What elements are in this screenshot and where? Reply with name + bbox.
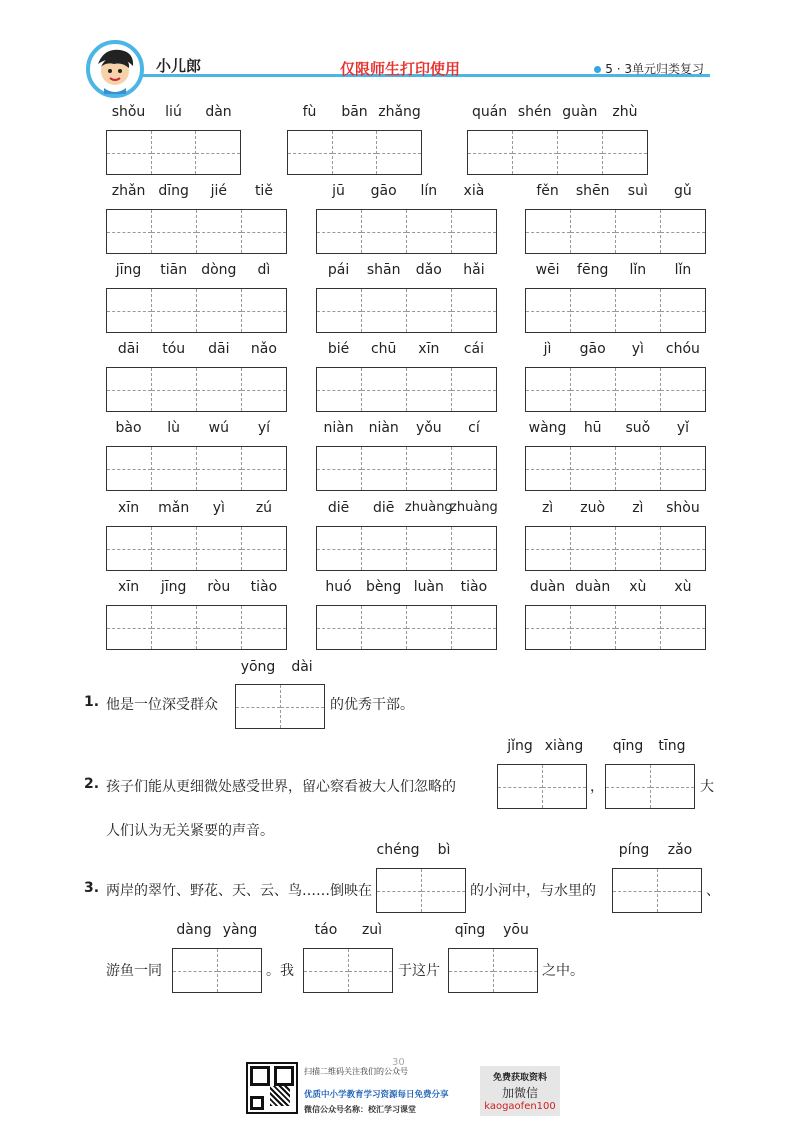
pinyin-r3-g2-3: dǎo <box>415 262 442 278</box>
word-box-r3-g2[interactable] <box>316 288 497 333</box>
pinyin-r5-g1-2: lù <box>167 420 181 436</box>
pinyin-r4-g3-1: jì <box>543 341 552 357</box>
char-cell[interactable] <box>196 606 241 649</box>
pinyin-r7-g3-4: xù <box>674 579 692 595</box>
qr-code-icon <box>246 1062 298 1114</box>
pinyin-r5-g2-3: yǒu <box>415 420 442 436</box>
char-cell[interactable] <box>361 289 406 332</box>
pinyin-r3-g1-2: tiān <box>160 262 188 278</box>
pinyin-r7-g3-3: xù <box>629 579 647 595</box>
char-cell[interactable] <box>241 368 286 411</box>
pinyin-r7-g2-3: luàn <box>413 579 444 595</box>
s1-answer-box[interactable] <box>235 684 325 729</box>
s2-pinyin-1: jǐng <box>507 738 533 754</box>
sentence-2-after: 大 <box>700 779 714 795</box>
word-box-r2-g1[interactable] <box>106 209 287 254</box>
pinyin-r2-g1-4: tiě <box>254 183 273 199</box>
word-box-r7-g1[interactable] <box>106 605 287 650</box>
pinyin-r2-g3-3: suì <box>627 183 648 199</box>
char-cell[interactable] <box>241 606 286 649</box>
unit-label: 5 · 3单元归类复习 <box>594 60 704 77</box>
pinyin-r5-g3-2: hū <box>583 420 602 436</box>
char-cell[interactable] <box>451 210 496 253</box>
pinyin-r3-g1-1: jīng <box>115 262 142 278</box>
s2-pinyin-4: tīng <box>658 738 686 754</box>
pinyin-r7-g1-4: tiào <box>250 579 278 595</box>
char-cell[interactable] <box>526 447 570 490</box>
word-box-r5-g3[interactable] <box>525 446 706 491</box>
char-cell[interactable] <box>107 527 151 570</box>
word-box-r7-g3[interactable] <box>525 605 706 650</box>
char-cell[interactable] <box>151 447 196 490</box>
char-cell[interactable] <box>660 289 705 332</box>
pinyin-r2-g1-1: zhǎn <box>111 183 146 199</box>
pinyin-r4-g1-3: dāi <box>208 341 230 357</box>
account-name: 微信公众号名称：校汇学习课堂 <box>304 1105 416 1114</box>
pinyin-r6-g1-3: yì <box>212 500 225 516</box>
s2-pinyin-2: xiàng <box>544 738 584 754</box>
char-cell[interactable] <box>451 447 496 490</box>
char-cell[interactable] <box>288 131 332 174</box>
word-box-r6-g3[interactable] <box>525 526 706 571</box>
word-box-r3-g1[interactable] <box>106 288 287 333</box>
char-cell[interactable] <box>602 131 647 174</box>
s3-pinyin-1: chéng <box>376 842 420 858</box>
pinyin-r6-g2-2: diē <box>372 500 395 516</box>
char-cell[interactable] <box>196 447 241 490</box>
footer-slogan: 优质中小学教育学习资源每日免费分享 <box>304 1090 449 1100</box>
char-cell[interactable] <box>361 368 406 411</box>
pinyin-r1-g3-3: guàn <box>562 104 598 120</box>
sentence-3-line2-d: 之中。 <box>542 963 584 979</box>
char-cell[interactable] <box>570 447 615 490</box>
char-cell[interactable] <box>317 289 361 332</box>
word-box-r4-g2[interactable] <box>316 367 497 412</box>
pinyin-r2-g1-2: dīng <box>158 183 189 199</box>
char-cell[interactable] <box>332 131 377 174</box>
char-cell[interactable] <box>196 289 241 332</box>
pinyin-r4-g1-4: nǎo <box>250 341 277 357</box>
sentence-1-before: 他是一位深受群众 <box>106 697 218 713</box>
char-cell[interactable] <box>196 210 241 253</box>
sentence-3-line2-b: 。我 <box>266 963 294 979</box>
s3-pinyin-2: bì <box>437 842 451 858</box>
pinyin-r1-g2-1: fù <box>302 104 317 120</box>
pinyin-r6-g1-1: xīn <box>118 500 140 516</box>
char-cell[interactable] <box>406 210 451 253</box>
pinyin-r2-g1-3: jié <box>210 183 228 199</box>
s3-answer-box-2[interactable] <box>612 868 702 913</box>
char-cell[interactable] <box>615 289 660 332</box>
char-cell[interactable] <box>660 210 705 253</box>
word-box-r1-g3[interactable] <box>467 130 648 175</box>
pinyin-r5-g1-4: yí <box>257 420 271 436</box>
pinyin-r7-g2-2: bèng <box>366 579 402 595</box>
pinyin-r4-g2-4: cái <box>463 341 485 357</box>
char-cell[interactable] <box>317 527 361 570</box>
pinyin-r2-g2-1: jū <box>332 183 345 199</box>
char-cell[interactable] <box>570 210 615 253</box>
char-cell[interactable] <box>660 447 705 490</box>
sentence-1-after: 的优秀干部。 <box>330 697 414 713</box>
char-cell[interactable] <box>361 606 406 649</box>
char-cell[interactable] <box>195 131 240 174</box>
char-cell[interactable] <box>615 527 660 570</box>
sentence-3-line2-c: 于这片 <box>398 963 440 979</box>
char-cell[interactable] <box>361 447 406 490</box>
pinyin-r7-g1-1: xīn <box>118 579 140 595</box>
question-number-1: 1. <box>84 694 100 710</box>
char-cell[interactable] <box>241 527 286 570</box>
pinyin-r2-g3-2: shēn <box>575 183 610 199</box>
char-cell[interactable] <box>406 368 451 411</box>
pinyin-r7-g3-2: duàn <box>575 579 611 595</box>
word-box-r2-g3[interactable] <box>525 209 706 254</box>
pinyin-r7-g2-1: huó <box>325 579 352 595</box>
pinyin-r3-g3-1: wēi <box>535 262 560 278</box>
pinyin-r5-g2-1: niàn <box>323 420 354 436</box>
word-box-r6-g2[interactable] <box>316 526 497 571</box>
char-cell[interactable] <box>615 447 660 490</box>
pinyin-r6-g3-3: zì <box>632 500 644 516</box>
pinyin-r6-g2-4: zhuàng <box>450 500 498 515</box>
char-cell[interactable] <box>557 131 602 174</box>
char-cell[interactable] <box>151 368 196 411</box>
char-cell[interactable] <box>660 606 705 649</box>
s3-pinyin-7: táo <box>314 922 338 938</box>
free-resource-text: 免费获取资料 <box>492 1073 547 1083</box>
pinyin-r5-g2-4: cí <box>468 420 480 436</box>
pinyin-r3-g2-4: hǎi <box>463 262 485 278</box>
add-wechat-text: 加微信 <box>501 1086 538 1100</box>
word-box-r2-g2[interactable] <box>316 209 497 254</box>
pinyin-r5-g3-1: wàng <box>528 420 567 436</box>
pinyin-r3-g3-3: lǐn <box>629 262 647 278</box>
char-cell[interactable] <box>376 131 421 174</box>
s3-answer-box-4[interactable] <box>303 948 393 993</box>
sentence-2-line2: 人们认为无关紧要的声音。 <box>106 823 274 839</box>
char-cell[interactable] <box>451 368 496 411</box>
char-cell[interactable] <box>241 289 286 332</box>
char-cell[interactable] <box>361 210 406 253</box>
pinyin-r5-g1-3: wú <box>208 420 229 436</box>
char-cell[interactable] <box>451 606 496 649</box>
pinyin-r2-g3-4: gǔ <box>674 183 692 199</box>
word-box-r6-g1[interactable] <box>106 526 287 571</box>
pinyin-r1-g3-2: shén <box>517 104 552 120</box>
brand-name: 小儿郎 <box>156 57 202 75</box>
char-cell[interactable] <box>526 368 570 411</box>
s1-pinyin-2: dài <box>291 659 313 675</box>
pinyin-r3-g3-4: lǐn <box>674 262 692 278</box>
char-cell[interactable] <box>107 210 151 253</box>
char-cell[interactable] <box>526 210 570 253</box>
char-cell[interactable] <box>615 368 660 411</box>
pinyin-r1-g1-1: shǒu <box>111 104 146 120</box>
sentence-3-before: 两岸的翠竹、野花、天、云、鸟……倒映在 <box>106 883 372 899</box>
char-cell[interactable] <box>615 210 660 253</box>
pinyin-r6-g1-2: mǎn <box>158 500 190 516</box>
char-cell[interactable] <box>107 447 151 490</box>
char-cell[interactable] <box>151 289 196 332</box>
pinyin-r2-g3-1: fěn <box>536 183 559 199</box>
char-cell[interactable] <box>151 210 196 253</box>
s3-answer-box-5[interactable] <box>448 948 538 993</box>
pinyin-r3-g1-3: dòng <box>201 262 237 278</box>
pinyin-r2-g2-4: xià <box>463 183 485 199</box>
s2-comma: ， <box>590 779 604 795</box>
char-cell[interactable] <box>107 606 151 649</box>
char-cell[interactable] <box>107 289 151 332</box>
pinyin-r2-g2-2: gāo <box>370 183 397 199</box>
pinyin-r1-g1-2: liú <box>165 104 182 120</box>
s2-answer-box-1[interactable] <box>497 764 587 809</box>
pinyin-r1-g2-3: zhǎng <box>378 104 421 120</box>
s2-pinyin-3: qīng <box>612 738 644 754</box>
pinyin-r1-g2-2: bān <box>341 104 368 120</box>
s1-pinyin-1: yōng <box>240 659 276 675</box>
s3-pinyin-10: yōu <box>503 922 529 938</box>
char-cell[interactable] <box>107 368 151 411</box>
word-box-r3-g3[interactable] <box>525 288 706 333</box>
s3-pinyin-3: píng <box>618 842 650 858</box>
char-cell[interactable] <box>570 527 615 570</box>
word-box-r7-g2[interactable] <box>316 605 497 650</box>
char-cell[interactable] <box>406 527 451 570</box>
pinyin-r6-g2-1: diē <box>327 500 350 516</box>
char-cell[interactable] <box>406 447 451 490</box>
word-box-r5-g1[interactable] <box>106 446 287 491</box>
char-cell[interactable] <box>660 368 705 411</box>
char-cell[interactable] <box>196 527 241 570</box>
wechat-id: kaogaofen100 <box>484 1101 556 1112</box>
pinyin-r6-g3-1: zì <box>541 500 554 516</box>
pinyin-r4-g2-3: xīn <box>418 341 440 357</box>
pinyin-r1-g1-3: dàn <box>205 104 232 120</box>
char-cell[interactable] <box>361 527 406 570</box>
char-cell[interactable] <box>406 289 451 332</box>
char-cell[interactable] <box>107 131 151 174</box>
print-notice: 仅限师生打印使用 <box>339 60 460 78</box>
word-box-r5-g2[interactable] <box>316 446 497 491</box>
pinyin-r3-g2-2: shān <box>366 262 401 278</box>
char-cell[interactable] <box>615 606 660 649</box>
s3-pinyin-6: yàng <box>222 922 258 938</box>
pinyin-r6-g3-4: shòu <box>666 500 700 516</box>
char-cell[interactable] <box>196 368 241 411</box>
page-number: 30 <box>392 1057 405 1068</box>
char-cell[interactable] <box>317 606 361 649</box>
pinyin-r4-g1-1: dāi <box>117 341 140 357</box>
pinyin-r6-g1-4: zú <box>255 500 273 516</box>
char-cell[interactable] <box>151 131 196 174</box>
pinyin-r4-g3-2: gāo <box>579 341 606 357</box>
char-cell[interactable] <box>570 606 615 649</box>
sentence-3-end: 、 <box>706 883 720 899</box>
s3-answer-box-1[interactable] <box>376 868 466 913</box>
s2-answer-box-2[interactable] <box>605 764 695 809</box>
char-cell[interactable] <box>526 289 570 332</box>
pinyin-r7-g1-3: ròu <box>207 579 231 595</box>
question-number-2: 2. <box>84 776 100 792</box>
pinyin-r6-g3-2: zuò <box>580 500 606 516</box>
pinyin-r3-g1-4: dì <box>257 262 271 278</box>
pinyin-r3-g2-1: pái <box>327 262 350 278</box>
char-cell[interactable] <box>151 527 196 570</box>
sentence-3-mid: 的小河中，与水里的 <box>470 883 596 899</box>
s3-pinyin-8: zuì <box>361 922 383 938</box>
s3-answer-box-3[interactable] <box>172 948 262 993</box>
wechat-promo-box <box>480 1066 560 1116</box>
word-box-r4-g3[interactable] <box>525 367 706 412</box>
pinyin-r5-g3-4: yǐ <box>676 420 690 436</box>
char-cell[interactable] <box>660 527 705 570</box>
pinyin-r4-g3-3: yì <box>631 341 644 357</box>
scan-qr-text: 扫描二维码关注我们的公众号 <box>304 1067 408 1076</box>
pinyin-r4-g1-2: tóu <box>162 341 186 357</box>
char-cell[interactable] <box>468 131 512 174</box>
s3-pinyin-9: qīng <box>454 922 486 938</box>
char-cell[interactable] <box>451 527 496 570</box>
char-cell[interactable] <box>526 606 570 649</box>
char-cell[interactable] <box>151 606 196 649</box>
pinyin-r7-g1-2: jīng <box>160 579 187 595</box>
s3-pinyin-4: zǎo <box>667 842 693 858</box>
char-cell[interactable] <box>570 289 615 332</box>
pinyin-r7-g2-4: tiào <box>460 579 488 595</box>
char-cell[interactable] <box>317 447 361 490</box>
word-box-r1-g1[interactable] <box>106 130 241 175</box>
pinyin-r5-g2-2: niàn <box>368 420 399 436</box>
pinyin-r1-g3-1: quán <box>471 104 508 120</box>
sentence-3-line2-a: 游鱼一同 <box>106 963 162 979</box>
s3-pinyin-5: dàng <box>176 922 212 938</box>
pinyin-r5-g3-3: suǒ <box>625 420 651 436</box>
char-cell[interactable] <box>241 447 286 490</box>
word-box-r4-g1[interactable] <box>106 367 287 412</box>
pinyin-r4-g2-2: chū <box>370 341 397 357</box>
char-cell[interactable] <box>570 368 615 411</box>
char-cell[interactable] <box>451 289 496 332</box>
pinyin-r2-g2-3: lín <box>420 183 438 199</box>
bullet-dot-icon <box>594 66 601 73</box>
pinyin-r4-g3-4: chóu <box>665 341 700 357</box>
question-number-3: 3. <box>84 880 100 896</box>
char-cell[interactable] <box>317 210 361 253</box>
char-cell[interactable] <box>241 210 286 253</box>
pinyin-r1-g3-4: zhù <box>612 104 638 120</box>
char-cell[interactable] <box>512 131 557 174</box>
word-box-r1-g2[interactable] <box>287 130 422 175</box>
sentence-2-before: 孩子们能从更细微处感受世界，留心察看被大人们忽略的 <box>106 779 456 795</box>
char-cell[interactable] <box>526 527 570 570</box>
pinyin-r4-g2-1: bié <box>327 341 350 357</box>
pinyin-r3-g3-2: fēng <box>577 262 609 278</box>
pinyin-r6-g2-3: zhuàng <box>404 500 453 515</box>
char-cell[interactable] <box>317 368 361 411</box>
char-cell[interactable] <box>406 606 451 649</box>
pinyin-r7-g3-1: duàn <box>529 579 566 595</box>
pinyin-r5-g1-1: bào <box>115 420 142 436</box>
